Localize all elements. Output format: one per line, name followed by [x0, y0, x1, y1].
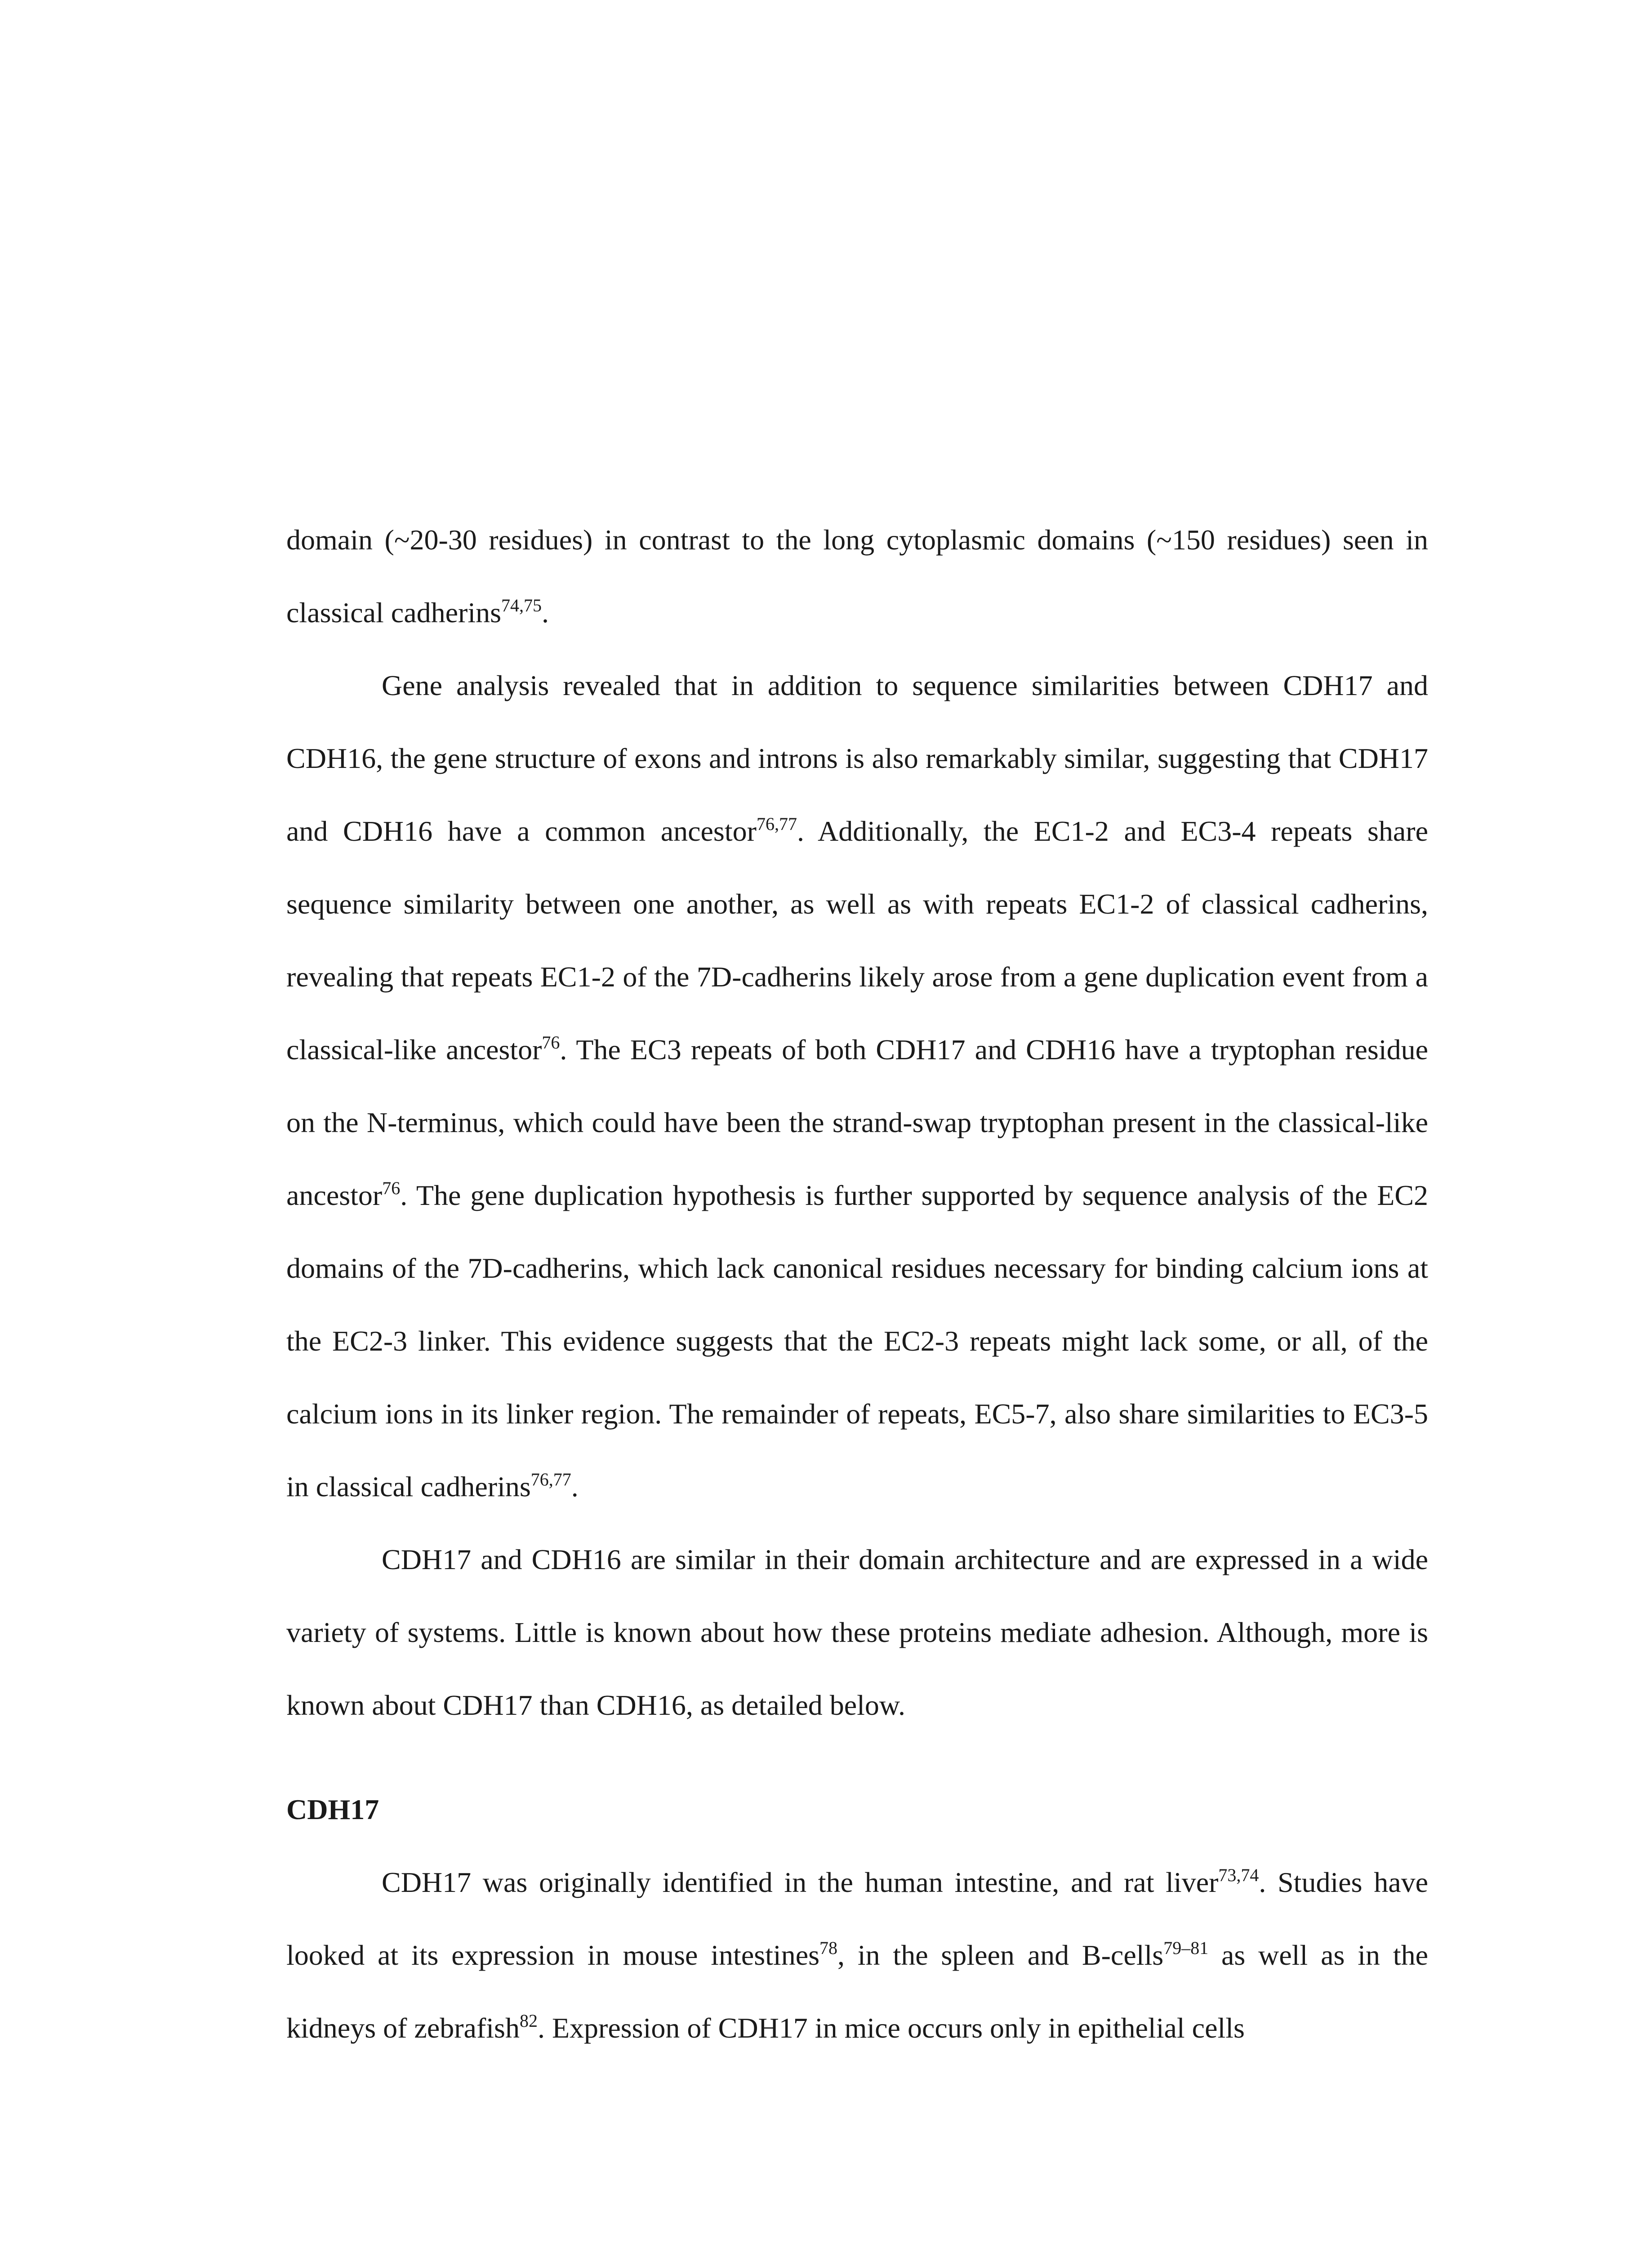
- text-run: .: [542, 597, 549, 629]
- citation-superscript: 78: [819, 1937, 838, 1958]
- citation-superscript: 76,77: [756, 813, 797, 834]
- text-run: . Additionally, the EC1-2 and EC3-4 repeats share sequence similarity between one another, as well as with repeats EC1-2 of classical cadherins, revealing that repeats EC1-2 of the 7D-cadherins likely arose from a gene duplication event from a classical-like ancestor: [286, 815, 1429, 1066]
- citation-superscript: 79–81: [1163, 1937, 1209, 1958]
- text-run: Gene analysis revealed that in addition to sequence similarities between CDH17 and CDH16, the gene structure of exons and introns is also remarkably similar, suggesting that CDH17 and CDH16 have a common ancestor: [286, 669, 1428, 847]
- citation-superscript: 82: [519, 2010, 538, 2031]
- text-run: . The EC3 repeats of both CDH17 and CDH16 have a tryptophan residue on the N-terminus, which could have been the strand-swap tryptophan present in the classical-like ancestor: [286, 1034, 1429, 1211]
- text-run: , in the spleen and B-cells: [837, 1939, 1164, 1971]
- text-run: .: [571, 1471, 579, 1503]
- text-run: CDH17 was originally identified in the human intestine, and rat liver: [382, 1866, 1219, 1898]
- text-run: . The gene duplication hypothesis is further supported by sequence analysis of the EC2 domains of the 7D-cadherins, which lack canonical residues necessary for binding calcium ions at the EC2-3 linker. This evidence suggests that the EC2-3 repeats might lack some, or all, of the calcium ions in its linker region. The remainder of repeats, EC5-7, also share similarities to EC3-5 in classical cadherins: [286, 1179, 1428, 1503]
- text-run: domain (~20-30 residues) in contrast to the long cytoplasmic domains (~150 residues) seen in classical cadherins: [286, 524, 1428, 629]
- citation-superscript: 76: [542, 1032, 560, 1053]
- paragraph-2: [286, 649, 1428, 1523]
- citation-superscript: 76,77: [530, 1469, 571, 1490]
- section-heading: CDH17: [286, 1793, 379, 1825]
- paragraph-3: [286, 1523, 1428, 1742]
- citation-superscript: 73,74: [1218, 1864, 1259, 1885]
- citation-superscript: 76: [382, 1178, 401, 1198]
- paragraph-4: [286, 1846, 1428, 2065]
- body-text: [286, 504, 1428, 2065]
- text-run: . Studies have looked at its expression in mouse intestines: [286, 1866, 1428, 1971]
- paragraph-1: [286, 504, 1428, 649]
- citation-superscript: 74,75: [501, 595, 542, 616]
- text-run: as well as in the kidneys of zebrafish: [286, 1939, 1429, 2044]
- text-run: CDH17 and CDH16 are similar in their domain architecture and are expressed in a wide variety of systems. Little is known about how these proteins mediate adhesion. Although, more is known about CDH17 than CDH16, as detailed below.: [286, 1543, 1428, 1721]
- text-run: . Expression of CDH17 in mice occurs only in epithelial cells: [537, 2012, 1245, 2044]
